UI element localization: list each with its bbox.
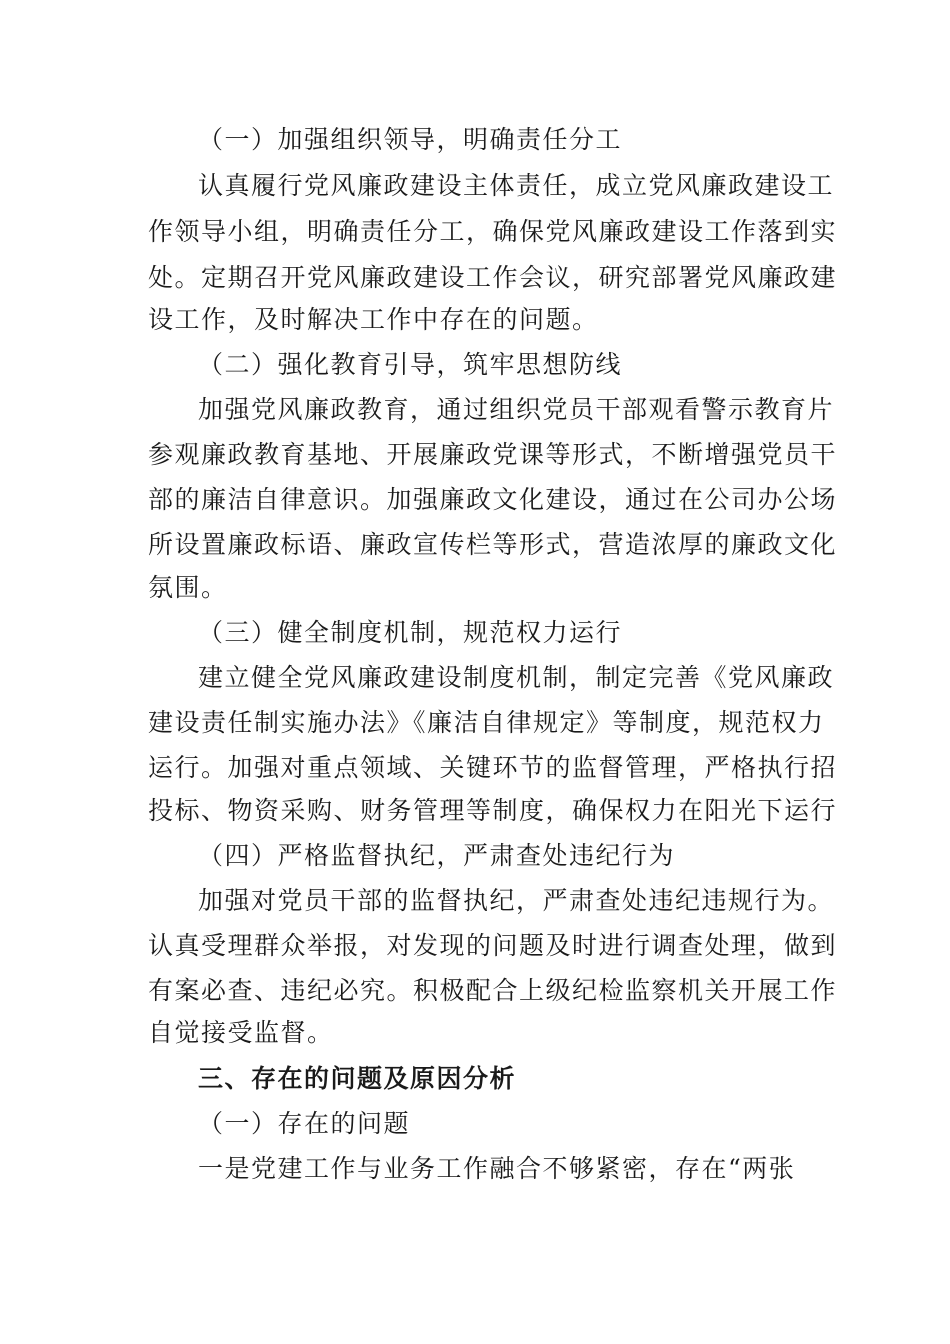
- paragraph-line: 建立健全党风廉政建设制度机制，制定完善《党风廉政: [198, 663, 835, 692]
- paragraph-line: 加强党风廉政教育，通过组织党员干部观看警示教育片: [198, 395, 835, 424]
- paragraph-line: 认真履行党风廉政建设主体责任，成立党风廉政建设工: [198, 171, 835, 200]
- paragraph-line: 运行。加强对重点领域、关键环节的监督管理，严格执行招: [148, 753, 838, 782]
- section-heading: 三、存在的问题及原因分析: [198, 1064, 517, 1093]
- paragraph-line: 投标、物资采购、财务管理等制度，确保权力在阳光下运行: [148, 796, 838, 825]
- subheading-problems: （一）存在的问题: [198, 1109, 411, 1138]
- paragraph-line: 作领导小组，明确责任分工，确保党风廉政建设工作落到实: [148, 217, 838, 246]
- paragraph-line: 氛围。: [148, 573, 228, 602]
- subheading-2: （二）强化教育引导，筑牢思想防线: [198, 350, 623, 379]
- subheading-3: （三）健全制度机制，规范权力运行: [198, 618, 623, 647]
- subheading-1: （一）加强组织领导，明确责任分工: [198, 125, 623, 154]
- paragraph-line: 设工作，及时解决工作中存在的问题。: [148, 305, 599, 334]
- subheading-4: （四）严格监督执纪，严肃查处违纪行为: [198, 841, 676, 870]
- paragraph-line: 所设置廉政标语、廉政宣传栏等形式，营造浓厚的廉政文化: [148, 530, 838, 559]
- paragraph-line: 自觉接受监督。: [148, 1018, 334, 1047]
- paragraph-line: 部的廉洁自律意识。加强廉政文化建设，通过在公司办公场: [148, 485, 838, 514]
- paragraph-line: 处。定期召开党风廉政建设工作会议，研究部署党风廉政建: [148, 263, 838, 292]
- paragraph-line: 加强对党员干部的监督执纪，严肃查处违纪违规行为。: [198, 886, 835, 915]
- paragraph-line: 建设责任制实施办法》《廉洁自律规定》等制度，规范权力: [148, 708, 825, 737]
- paragraph-line: 有案必查、违纪必究。积极配合上级纪检监察机关开展工作: [148, 976, 838, 1005]
- paragraph-line: 参观廉政教育基地、开展廉政党课等形式，不断增强党员干: [148, 440, 838, 469]
- paragraph-line: 认真受理群众举报，对发现的问题及时进行调查处理，做到: [148, 931, 838, 960]
- paragraph-line: 一是党建工作与业务工作融合不够紧密，存在“两张: [198, 1154, 796, 1183]
